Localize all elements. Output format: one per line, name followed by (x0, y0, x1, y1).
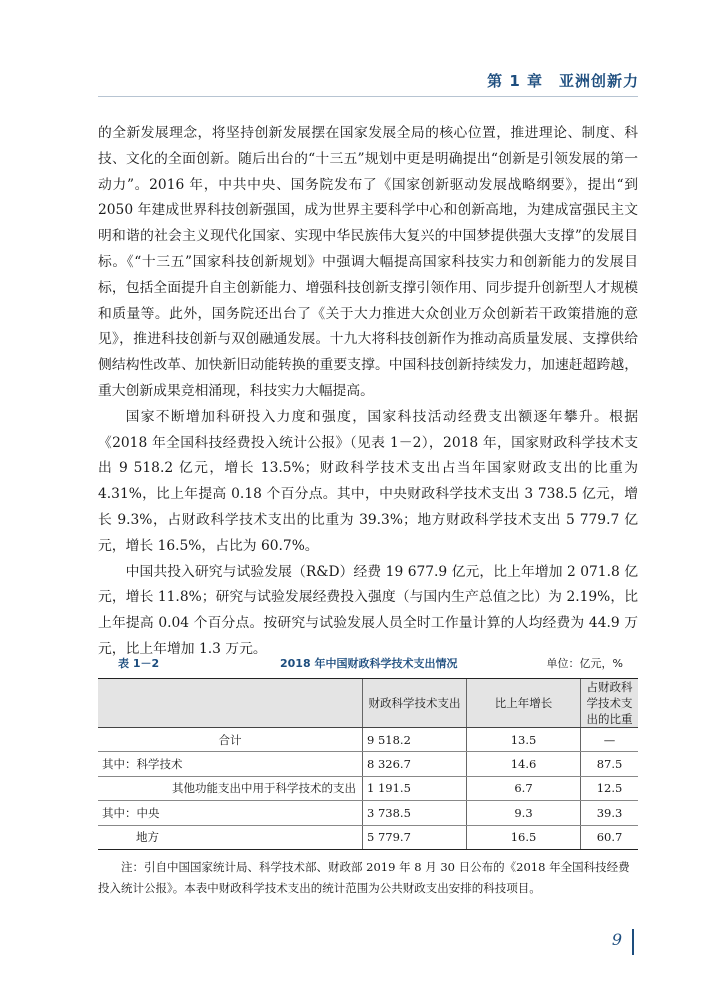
table-row (98, 825, 638, 849)
cell-growth: 9.3 (467, 801, 581, 825)
cell-spending: 9 518.2 (363, 728, 467, 752)
table-unit: 单位：亿元，% (546, 657, 623, 670)
paragraph: 国家不断增加科研投入力度和强度，国家科技活动经费支出额逐年攀升。根据《2018 年全国科技经费投入统计公报》（见表 1－2），2018 年，国家财政科学技术支出 9 518.2 亿元，增长 13.5%；财政科学技术支出占当年国家财政支出的比重为 4.31%，比上年提高 0.18 个百分点。其中，中央财政科学技术支出 3 738.5 亿元，增长 9.3%，占财政科学技术支出的比重为 39.3%；地方财政科学技术支出 5 779.7 亿元，增长 16.5%，占比为 60.7%。 (98, 408, 638, 554)
page-number-bar (632, 929, 634, 955)
table-header-cell: 占财政科学技术支出的比重 (581, 679, 639, 728)
header-divider (98, 96, 638, 97)
cell-spending: 8 326.7 (363, 752, 467, 776)
cell-share: 39.3 (581, 801, 639, 825)
table-caption (118, 655, 623, 673)
table-row (98, 801, 638, 825)
table-header-row (98, 679, 638, 728)
cell-share: 12.5 (581, 776, 639, 800)
table-header-cell (98, 679, 363, 728)
cell-spending: 3 738.5 (363, 801, 467, 825)
table-row (98, 776, 638, 800)
spending-table (98, 678, 638, 850)
cell-share: 87.5 (581, 752, 639, 776)
row-label: 其他功能支出中用于科学技术的支出 (98, 776, 363, 800)
cell-share: — (581, 728, 639, 752)
chapter-header: 第 1 章 亚洲创新力 (487, 72, 639, 90)
cell-spending: 5 779.7 (363, 825, 467, 849)
table-header-cell: 财政科学技术支出 (363, 679, 467, 728)
row-label: 合计 (98, 728, 363, 752)
table-row (98, 728, 638, 752)
page-number: 9 (611, 930, 622, 949)
table-number: 表 1－2 (118, 657, 160, 670)
table-row (98, 752, 638, 776)
table-title: 2018 年中国财政科学技术支出情况 (280, 657, 458, 670)
cell-growth: 13.5 (467, 728, 581, 752)
paragraph: 中国共投入研究与试验发展（R&D）经费 19 677.9 亿元，比上年增加 2 071.8 亿元，增长 11.8%；研究与试验发展经费投入强度（与国内生产总值之比）为 2.19%，比上年提高 0.04 个百分点。按研究与试验发展人员全时工作量计算的人均经费为 44.9 万元，比上年增加 1.3 万元。 (98, 563, 638, 657)
cell-share: 60.7 (581, 825, 639, 849)
cell-growth: 16.5 (467, 825, 581, 849)
cell-growth: 14.6 (467, 752, 581, 776)
cell-spending: 1 191.5 (363, 776, 467, 800)
paragraph: 的全新发展理念，将坚持创新发展摆在国家发展全局的核心位置，推进理论、制度、科技、文化的全面创新。随后出台的“十三五”规划中更是明确提出“创新是引领发展的第一动力”。2016 年，中共中央、国务院发布了《国家创新驱动发展战略纲要》，提出“到 2050 年建成世界科技创新强国，成为世界主要科学中心和创新高地，为建成富强民主文明和谐的社会主义现代化国家、实现中华民族伟大复兴的中国梦提供强大支撑”的发展目标。《“十三五”国家科技创新规划》中强调大幅提高国家科技实力和创新能力的发展目标，包括全面提升自主创新能力、增强科技创新支撑引领作用、同步提升创新型人才规模和质量等。此外，国务院还出台了《关于大力推进大众创业万众创新若干政策措施的意见》，推进科技创新与双创融通发展。十九大将科技创新作为推动高质量发展、支撑供给侧结构性改革、加快新旧动能转换的重要支撑。中国科技创新持续发力，加速赶超跨越，重大创新成果竞相涌现，科技实力大幅提高。 (98, 125, 638, 399)
body-text (98, 121, 638, 663)
cell-growth: 6.7 (467, 776, 581, 800)
row-label: 其中：科学技术 (98, 752, 363, 776)
row-label: 其中：中央 (98, 801, 363, 825)
table-note: 注：引自中国国家统计局、科学技术部、财政部 2019 年 8 月 30 日公布的《2018 年全国科技经费投入统计公报》。本表中财政科学技术支出的统计范围为公共财政支出安排的科技项目。 (98, 860, 630, 895)
row-label: 地方 (98, 825, 363, 849)
table-header-cell: 比上年增长 (467, 679, 581, 728)
